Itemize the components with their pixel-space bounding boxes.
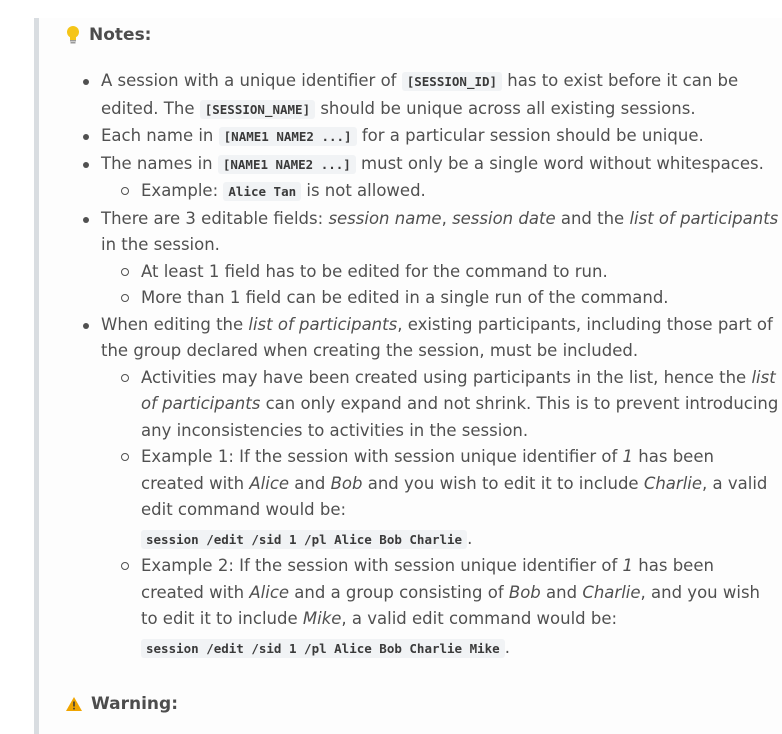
warning-icon — [65, 696, 83, 712]
inline-code: [NAME1 NAME2 ...] — [218, 155, 356, 174]
list-item: When editing the list of participants, existing participants, including those part of the group declared when creating the session, must be included. Activities may have been created using participants in the list, hence the list of participants can only expand and not shrink. This is to prevent introducing any inconsistencies to activities in the session. Example 1: If the session with session unique identifier of 1 has been created with Alice and Bob and you wish to edit it to include Charlie, a valid edit command would be: session /edit /sid 1 /pl Alice Bob Charlie . Example 2: If the session with session unique identifier of 1 has been created with Alice and a group consisting of Bob and Charlie, and you wish to edit it to include Mike, a valid edit command would be: session /edit /sid 1 /pl Alice Bob Charlie Mike . — [101, 312, 779, 663]
inline-code: [SESSION_NAME] — [200, 100, 315, 119]
inline-code: Alice Tan — [223, 182, 301, 201]
list-item: Each name in [NAME1 NAME2 ...] for a particular session should be unique. — [101, 123, 779, 151]
inline-code: session /edit /sid 1 /pl Alice Bob Charlie — [141, 530, 467, 549]
notes-title: Notes: — [89, 25, 152, 45]
sub-list — [101, 178, 779, 206]
sub-list-item: Activities may have been created using participants in the list, hence the list of participants can only expand and not shrink. This is to prevent introducing any inconsistencies to activities in the session. — [141, 365, 779, 445]
code-example: session /edit /sid 1 /pl Alice Bob Charlie Mike . — [141, 635, 779, 663]
sub-list — [101, 365, 779, 663]
notes-callout — [34, 18, 782, 734]
sub-list-item: Example 2: If the session with session unique identifier of 1 has been created with Alice and a group consisting of Bob and Charlie, and you wish to edit it to include Mike, a valid edit command would be: session /edit /sid 1 /pl Alice Bob Charlie Mike . — [141, 553, 779, 662]
list-item: A session with a unique identifier of [SESSION_ID] has to exist before it can be edited. The [SESSION_NAME] should be unique across all existing sessions. — [101, 68, 779, 123]
notes-list — [39, 68, 779, 662]
sub-list-item: More than 1 field can be edited in a single run of the command. — [141, 285, 779, 312]
lightbulb-icon — [65, 25, 81, 45]
warning-title: Warning: — [91, 694, 179, 714]
list-item: The names in [NAME1 NAME2 ...] must only be a single word without whitespaces. Example: Alice Tan is not allowed. — [101, 151, 779, 206]
sub-list — [101, 259, 779, 312]
code-example: session /edit /sid 1 /pl Alice Bob Charlie . — [141, 526, 779, 554]
sub-list-item: Example: Alice Tan is not allowed. — [141, 178, 779, 206]
sub-list-item: At least 1 field has to be edited for the command to run. — [141, 259, 779, 286]
notes-content — [39, 68, 779, 662]
list-item: There are 3 editable fields: session name, session date and the list of participants in the session. At least 1 field has to be edited for the command to run. More than 1 field can be edited in a single run of the command. — [101, 206, 779, 312]
inline-code: session /edit /sid 1 /pl Alice Bob Charlie Mike — [141, 639, 505, 658]
inline-code: [NAME1 NAME2 ...] — [219, 127, 357, 146]
warning-header — [65, 694, 178, 714]
notes-header — [65, 25, 151, 45]
sub-list-item: Example 1: If the session with session unique identifier of 1 has been created with Alice and Bob and you wish to edit it to include Charlie, a valid edit command would be: session /edit /sid 1 /pl Alice Bob Charlie . — [141, 444, 779, 553]
inline-code: [SESSION_ID] — [402, 72, 502, 91]
